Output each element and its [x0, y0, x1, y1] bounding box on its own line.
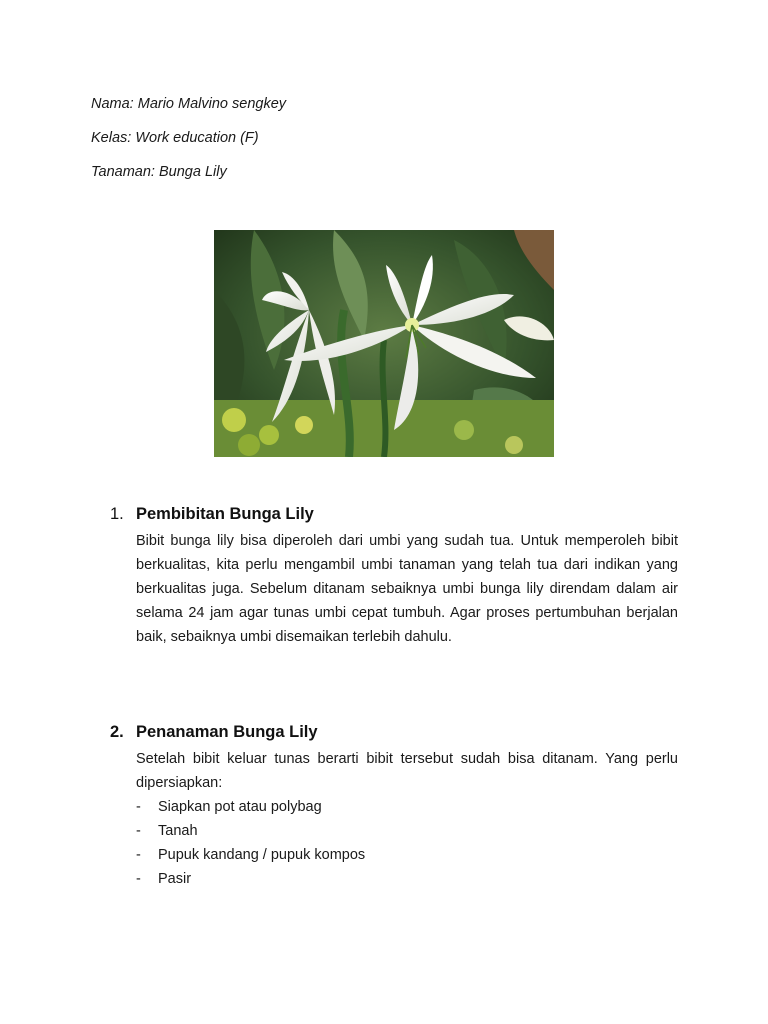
- section-body: Setelah bibit keluar tunas berarti bibit tersebut sudah bisa ditanam. Yang perlu dipersiapkan:: [136, 751, 678, 791]
- dash-bullet: -: [136, 823, 141, 839]
- section-heading: [110, 505, 678, 524]
- list-item-text: Pupuk kandang / pupuk kompos: [158, 847, 366, 863]
- list-item: [136, 795, 678, 819]
- section-title: Pembibitan Bunga Lily: [136, 505, 314, 523]
- section-number: 1.: [110, 505, 124, 523]
- list-item: [136, 867, 678, 891]
- list-item-text: Tanah: [158, 823, 198, 839]
- section-penanaman: [110, 723, 678, 891]
- section-number: 2.: [110, 723, 124, 741]
- student-name: Nama: Mario Malvino sengkey: [91, 96, 287, 112]
- section-body: Bibit bunga lily bisa diperoleh dari umbi yang sudah tua. Untuk memperoleh bibit berkualitas, kita perlu mengambil umbi tanaman yang telah tua dari indikan yang berkualitas juga. Sebelum ditanam sebaiknya umbi bunga lily direndam dalam air selama 24 jam agar tunas umbi cepat tumbuh. Agar proses pertumbuhan berjalan baik, sebaiknya umbi disemaikan terlebih dahulu.: [136, 533, 678, 645]
- class-label: Kelas: Work education (F): [91, 130, 259, 146]
- list-item-text: Pasir: [158, 871, 192, 887]
- list-item: [136, 843, 678, 867]
- section-heading: [110, 723, 678, 742]
- dash-bullet: -: [136, 799, 141, 815]
- plant-label: Tanaman: Bunga Lily: [91, 164, 227, 180]
- materials-list: [136, 795, 678, 891]
- dash-bullet: -: [136, 847, 141, 863]
- dash-bullet: -: [136, 871, 141, 887]
- list-item: [136, 819, 678, 843]
- list-item-text: Siapkan pot atau polybag: [158, 799, 322, 815]
- section-title: Penanaman Bunga Lily: [136, 723, 318, 741]
- lily-photo: [214, 230, 554, 457]
- section-pembibitan: [110, 505, 678, 649]
